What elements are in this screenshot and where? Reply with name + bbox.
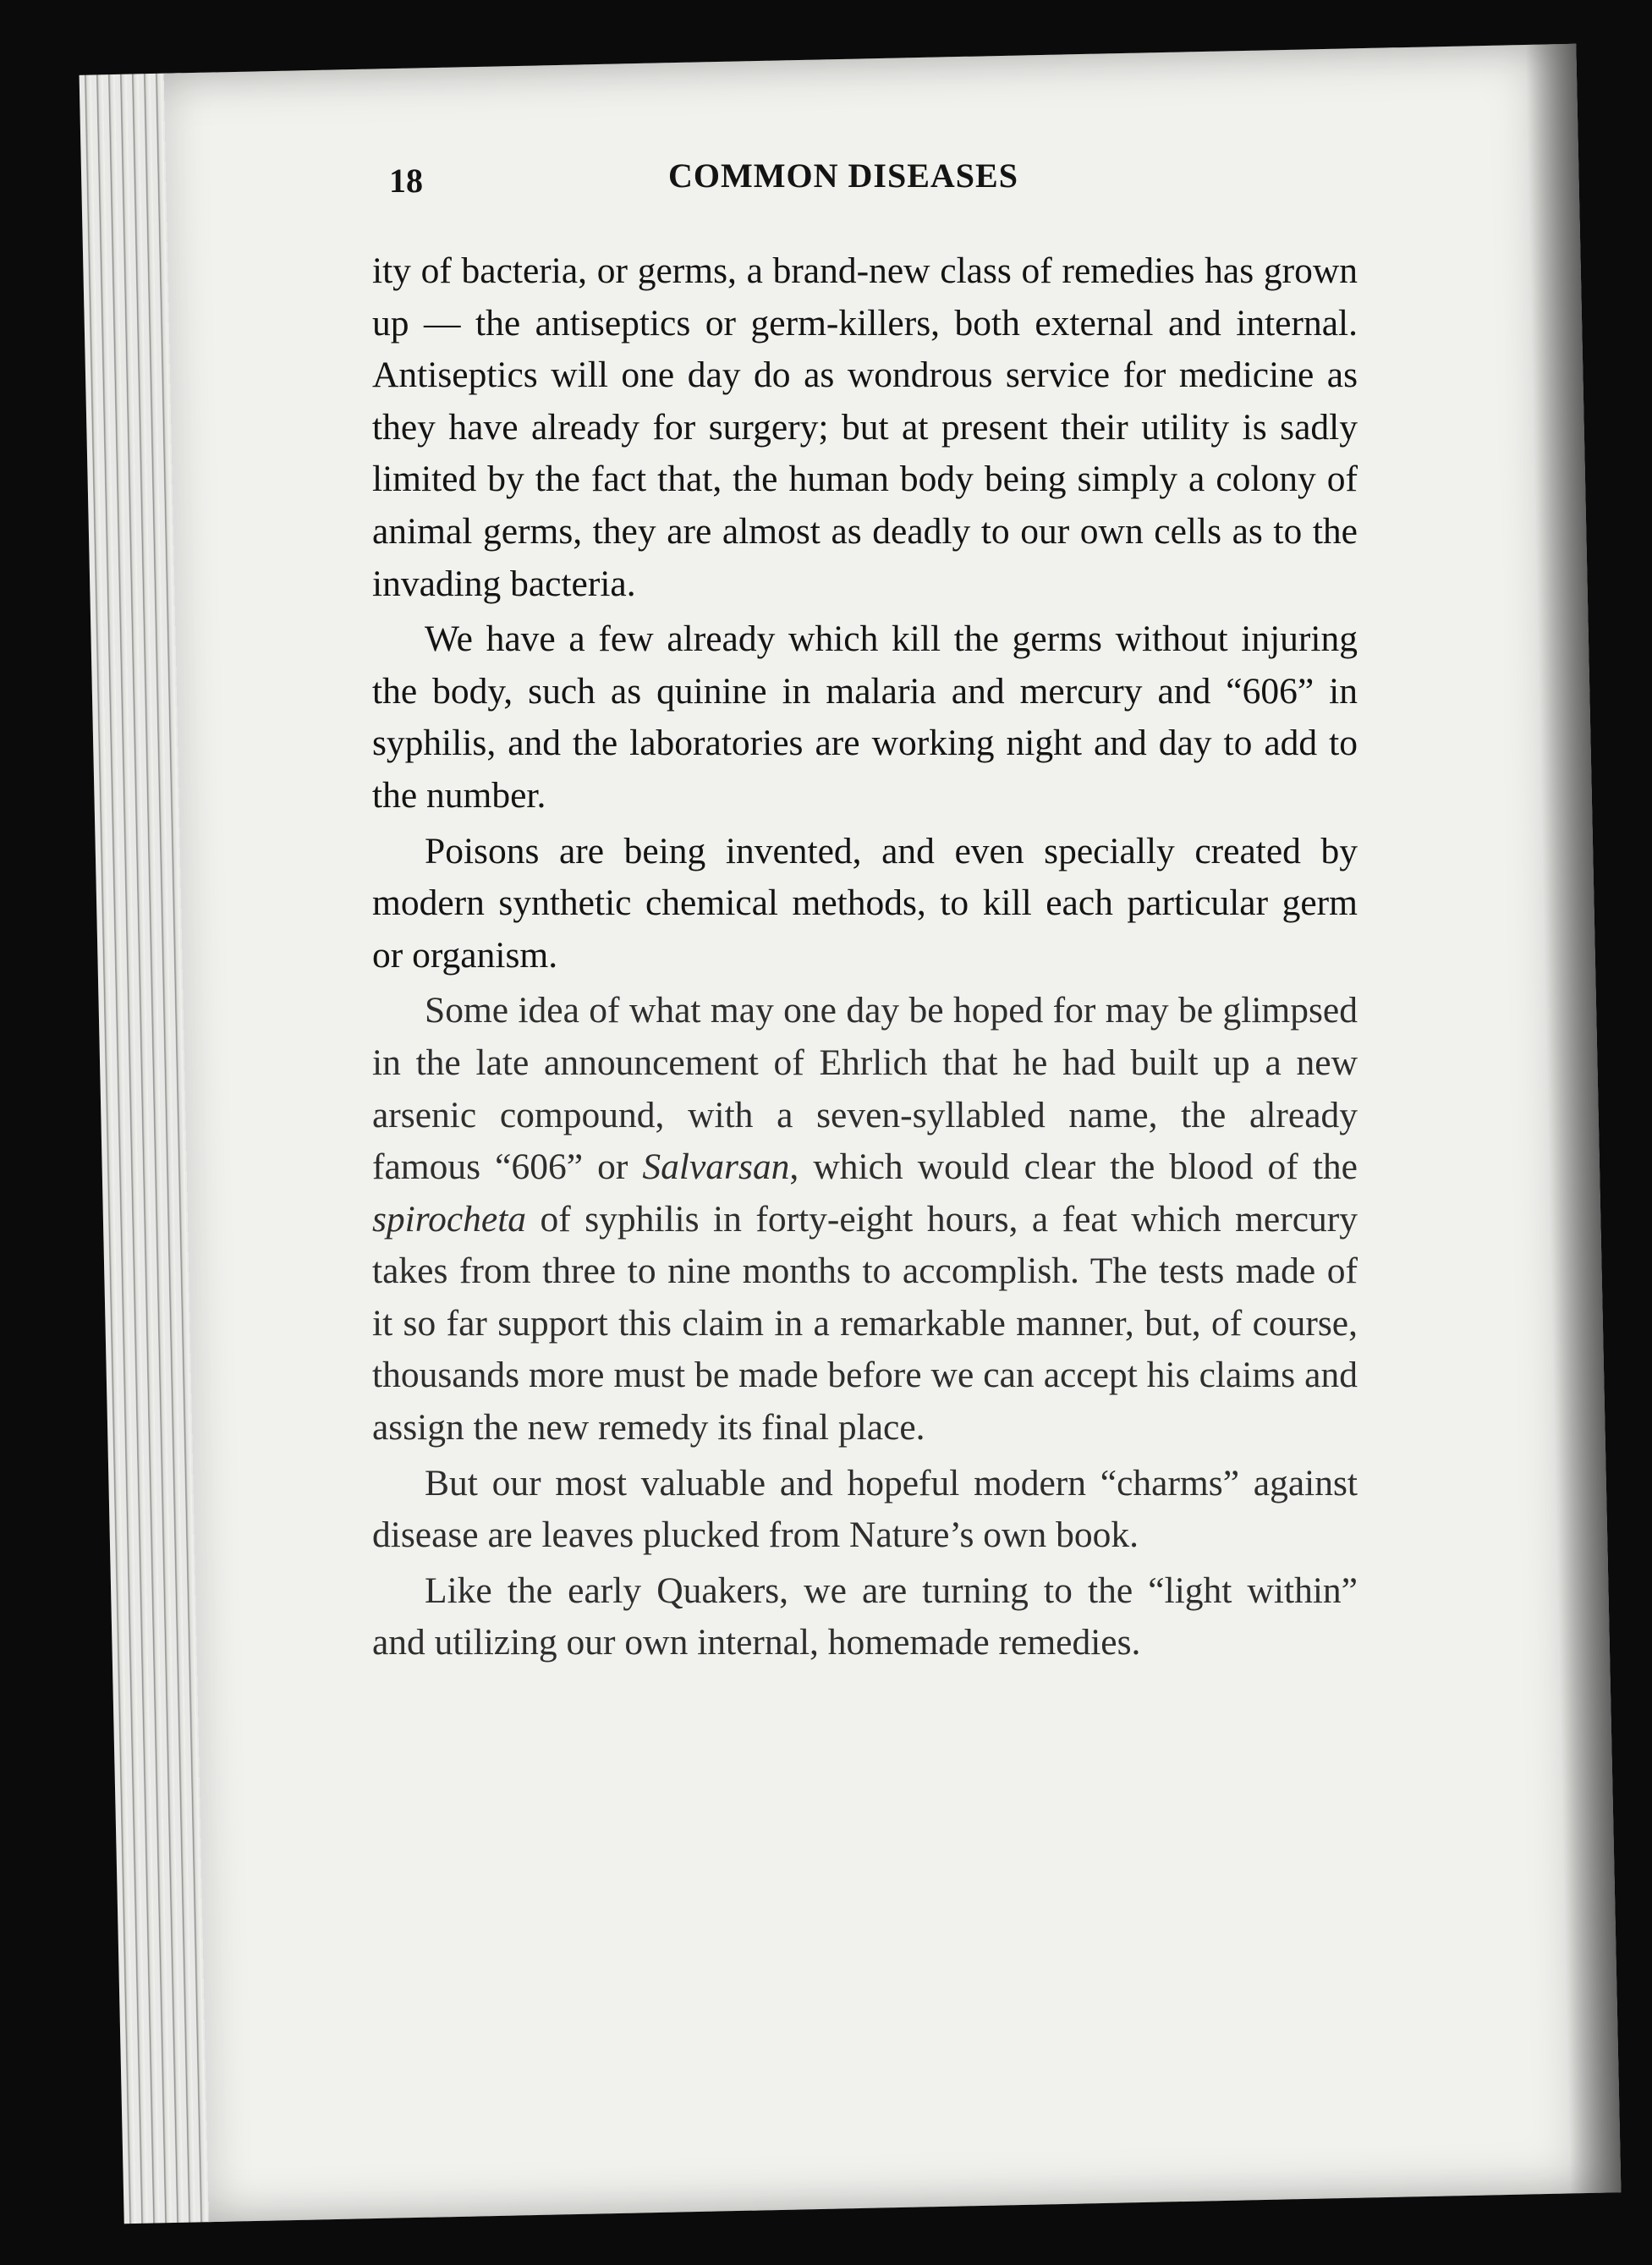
paragraph-4-part-3: of syphilis in forty-eight hours, a feat which mercury takes from three to nine months to accomplish. The tests made of it so far support this claim in a remarkable manner, but, of course, thousands more must be made before we can accept his claims and assign the new remedy its final place. xyxy=(372,1198,1358,1449)
gutter-shadow xyxy=(1525,44,1621,2194)
paragraph-4 xyxy=(372,985,1358,1454)
page-number: 18 xyxy=(389,162,423,200)
paragraph-3: Poisons are being invented, and even specially created by modern synthetic chemical methods, to kill each particular germ or organism. xyxy=(372,830,1358,976)
spirocheta-italic: spirocheta xyxy=(372,1198,527,1240)
paragraph-5: But our most valuable and hopeful modern “charms” against disease are leaves plucked from Nature’s own book. xyxy=(372,1462,1358,1556)
running-head: COMMON DISEASES xyxy=(668,157,1018,195)
paragraph-4-part-2: , which would clear the blood of the xyxy=(789,1146,1358,1188)
body-text xyxy=(372,245,1358,1673)
paragraph-6: Like the early Quakers, we are turning to the “light within” and utilizing our own internal, homemade remedies. xyxy=(372,1570,1358,1663)
paragraph-2: We have a few already which kill the germs without injuring the body, such as quinine in malaria and mercury and “606” in syphilis, and the laboratories are working night and day to add to the number. xyxy=(372,618,1358,816)
page-header xyxy=(389,157,1336,212)
paragraph-4-part-1: Some idea of what may one day be hoped for may be glimpsed in the late announcement of Ehrlich that he had built up a new arsenic compound, with a seven-syllabled name, the already famous “606” or xyxy=(372,990,1358,1188)
paragraph-1: ity of bacteria, or germs, a brand-new class of remedies has grown up — the antiseptics or germ-killers, both external and internal. Antiseptics will one day do as wondrous service for medicine as they have already for surgery; but at present their utility is sadly limited by the fact that, the human body being simply a colony of animal germs, they are almost as deadly to our own cells as to the invading bacteria. xyxy=(372,250,1358,604)
salvarsan-italic: Salvarsan xyxy=(642,1146,790,1188)
